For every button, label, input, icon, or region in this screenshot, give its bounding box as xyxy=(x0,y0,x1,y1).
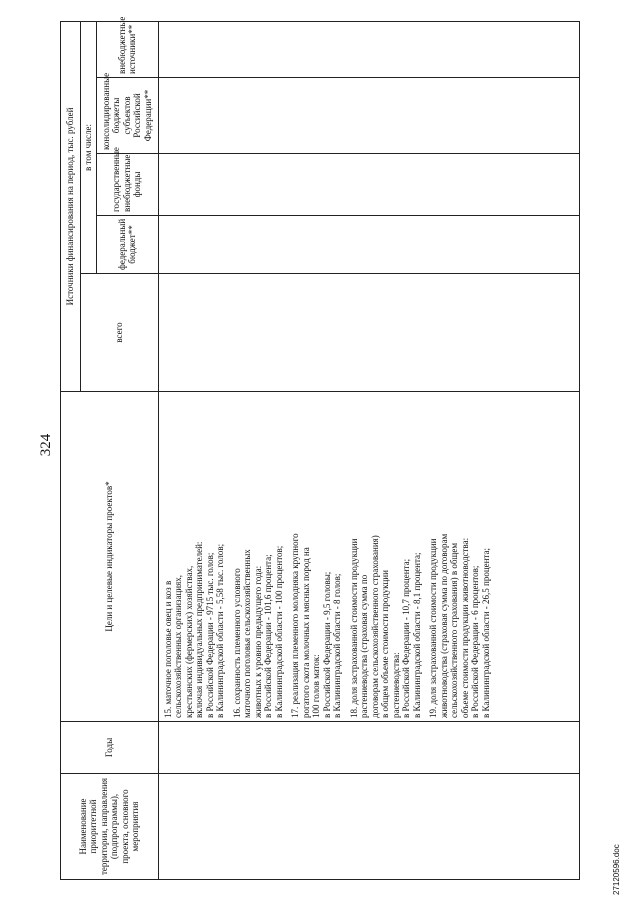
header-federal: федеральный бюджет** xyxy=(96,216,158,274)
indicator-line: объеме стоимости продукции животноводства: xyxy=(459,537,470,718)
cell-years xyxy=(158,722,580,774)
indicator-line: маточного поголовья сельскохозяйственных xyxy=(242,549,252,718)
indicator-line: включая индивидуальных предпринимателей: xyxy=(194,541,204,718)
header-name: Наименование приоритетной территории, направления (подпрограммы), проекта, основного мероприятия xyxy=(61,774,159,880)
indicator-list xyxy=(163,395,492,718)
indicator-line: в Российской Федерации - 9,5 головы; xyxy=(321,571,332,718)
cell-state-funds xyxy=(158,154,580,216)
indicator-item xyxy=(290,395,343,718)
indicator-item xyxy=(163,395,226,718)
indicator-line: в Калининградской области - 26,5 процента; xyxy=(480,547,491,718)
cell-total xyxy=(158,274,580,392)
indicator-line: сельскохозяйственного страхования) в общем xyxy=(449,542,459,718)
indicator-line: рогатого скота молочных и мясных пород на xyxy=(300,547,311,718)
indicator-line: в Российской Федерации - 10,7 процента; xyxy=(401,558,411,718)
indicator-line: животных к уровню предыдущего года: xyxy=(252,565,263,718)
indicator-line: 100 голов маток: xyxy=(311,654,321,718)
cell-extra xyxy=(158,21,580,77)
indicator-line: в Калининградской области - 8 голов; xyxy=(332,573,342,718)
indicator-line: 15. маточное поголовье овец и коз в xyxy=(162,580,173,718)
indicator-line: растениеводства (страховая сумма по xyxy=(359,574,369,718)
cell-indicators xyxy=(158,392,580,722)
indicator-line: растениеводства: xyxy=(390,652,401,718)
header-goals: Цели и целевые индикаторы проектов* xyxy=(61,392,159,722)
header-years: Годы xyxy=(61,722,159,774)
indicator-line: 17. реализация племенного молодняка крупного xyxy=(290,533,300,718)
indicator-item xyxy=(232,395,285,718)
indicator-item xyxy=(349,395,423,718)
header-total: всего xyxy=(81,274,159,392)
cell-regional xyxy=(158,78,580,154)
indicator-line: в Российской Федерации - 9715 тыс. голов; xyxy=(204,552,215,718)
indicator-line: 18. доля застрахованной стоимости продукции xyxy=(348,538,359,718)
page-number: 324 xyxy=(38,433,54,457)
indicator-line: в Калининградской области - 5,58 тыс. голов; xyxy=(215,543,225,718)
financing-table xyxy=(60,16,580,880)
header-state-funds: государственные внебюджетные фонды xyxy=(96,154,158,216)
indicator-line: сельскохозяйственных организациях, xyxy=(173,575,183,718)
cell-federal xyxy=(158,216,580,274)
footer-filename: 27120596.doc xyxy=(612,844,621,895)
indicator-line: крестьянских (фермерских) хозяйствах, xyxy=(183,565,194,718)
header-regional: консолидированные бюджеты субъектов Российской Федерации** xyxy=(96,78,158,154)
indicator-line: в общем объеме стоимости продукции xyxy=(380,570,390,718)
indicator-line: в Российской Федерации - 101,6 процента; xyxy=(263,554,273,718)
indicator-line: животноводства (страховая сумма по договорам xyxy=(438,533,449,718)
header-sources: Источники финансирования на период, тыс. рублей xyxy=(61,21,81,391)
indicator-line: договорам сельскохозяйственного страхования) xyxy=(369,535,380,718)
indicator-item xyxy=(428,395,491,718)
header-incl: в том числе: xyxy=(81,21,97,273)
indicator-line: в Калининградской области - 8,1 процента; xyxy=(411,552,422,718)
indicator-line: в Российской Федерации - 6 процентов; xyxy=(470,565,480,718)
cell-name xyxy=(158,774,580,880)
header-extra: внебюджетные источники** xyxy=(96,21,158,77)
indicator-line: 16. сохранность племенного условного xyxy=(231,568,242,718)
indicator-line: в Калининградской области - 100 процентов; xyxy=(273,545,284,718)
indicator-line: 19. доля застрахованной стоимости продукции xyxy=(428,538,438,718)
